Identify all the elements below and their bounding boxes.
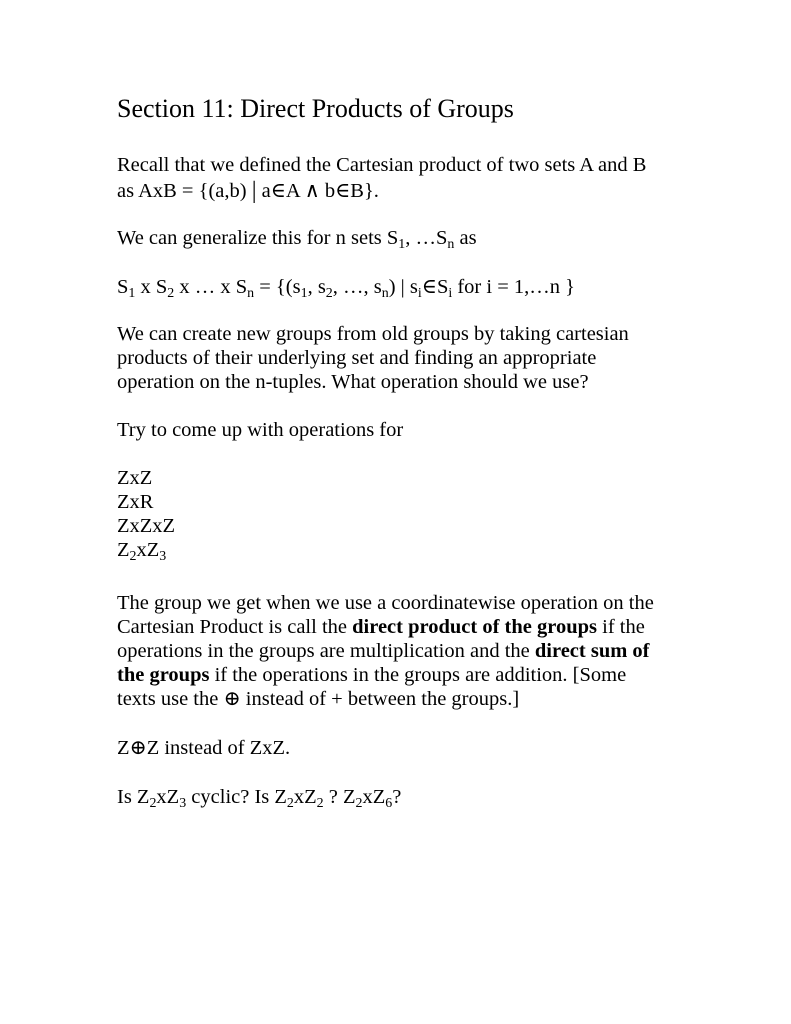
text-run: as	[454, 227, 477, 249]
text-run: operations in the groups are multiplication and the	[117, 640, 535, 662]
text-run: = {(s	[254, 276, 301, 298]
new-groups-line-1: We can create new groups from old groups by taking cartesian	[117, 323, 629, 345]
n-fold-product-formula	[117, 275, 575, 299]
subscript: i	[417, 285, 422, 301]
direct-product-line-3	[117, 639, 650, 663]
text-run: if the operations in the groups are addition. [Some	[209, 664, 627, 686]
text-run: Z	[117, 539, 130, 561]
subscript: 3	[159, 548, 167, 564]
text-run: xZ	[293, 786, 317, 808]
subscript: 2	[325, 285, 333, 301]
text-run: xZ	[156, 786, 180, 808]
subscript: n	[381, 285, 389, 301]
subscript: 1	[398, 236, 406, 252]
subscript: 2	[149, 795, 157, 811]
text-run: xZ	[136, 539, 160, 561]
list-item: ZxR	[117, 491, 154, 513]
text-run: , …, s	[332, 276, 382, 298]
text-run: Is Z	[117, 786, 150, 808]
text-run: ∈S	[421, 276, 449, 298]
list-item: ZxZ	[117, 467, 153, 489]
list-item: ZxZxZ	[117, 515, 176, 537]
direct-product-line-2	[117, 615, 645, 639]
subscript: 3	[179, 795, 187, 811]
subscript: 1	[128, 285, 136, 301]
text-run: ? Z	[323, 786, 356, 808]
text-run: xZ	[362, 786, 386, 808]
subscript: n	[447, 236, 455, 252]
subscript: n	[247, 285, 255, 301]
text-run: for i = 1,…n }	[452, 276, 575, 298]
direct-product-line-4	[117, 663, 626, 687]
text-run: ) | s	[388, 276, 418, 298]
subscript: 2	[316, 795, 324, 811]
text-run: Cartesian Product is call the	[117, 616, 353, 638]
subscript: i	[448, 285, 453, 301]
direct-sum-example: Z⊕Z instead of ZxZ.	[117, 737, 291, 759]
cyclic-question	[117, 785, 401, 809]
generalize-line	[117, 226, 477, 250]
text-run: , s	[307, 276, 326, 298]
text-run: We can generalize this for n sets S	[117, 227, 399, 249]
new-groups-line-2: products of their underlying set and finding an appropriate	[117, 347, 597, 369]
exercise-prompt: Try to come up with operations for	[117, 419, 404, 441]
direct-sum-term: direct sum of	[534, 640, 650, 662]
subscript: 2	[286, 795, 294, 811]
subscript: 2	[167, 285, 175, 301]
text-run: if the	[597, 616, 645, 638]
subscript: 2	[129, 548, 137, 564]
text-run: cyclic? Is Z	[186, 786, 287, 808]
cartesian-definition-line-2: as AxB = {(a,b) | a∈A ∧ b∈B}.	[117, 178, 379, 204]
list-item	[117, 538, 166, 562]
subscript: 6	[385, 795, 393, 811]
section-title: Section 11: Direct Products of Groups	[117, 94, 514, 123]
subscript: 1	[300, 285, 308, 301]
bold-term: the groups	[117, 664, 210, 686]
text-run: , …S	[405, 227, 448, 249]
text-run: x … x S	[174, 276, 248, 298]
text-run: x S	[135, 276, 168, 298]
direct-product-term: direct product of the groups	[352, 616, 597, 638]
new-groups-line-3: operation on the n-tuples. What operation should we use?	[117, 371, 589, 393]
direct-product-line-5: texts use the ⊕ instead of + between the groups.]	[117, 688, 520, 710]
set-builder-bar: |	[251, 178, 257, 204]
text-run: S	[117, 276, 129, 298]
cartesian-definition-line-1: Recall that we defined the Cartesian product of two sets A and B	[117, 154, 647, 176]
subscript: 2	[355, 795, 363, 811]
direct-product-line-1: The group we get when we use a coordinatewise operation on the	[117, 592, 654, 614]
text-run: ?	[392, 786, 402, 808]
